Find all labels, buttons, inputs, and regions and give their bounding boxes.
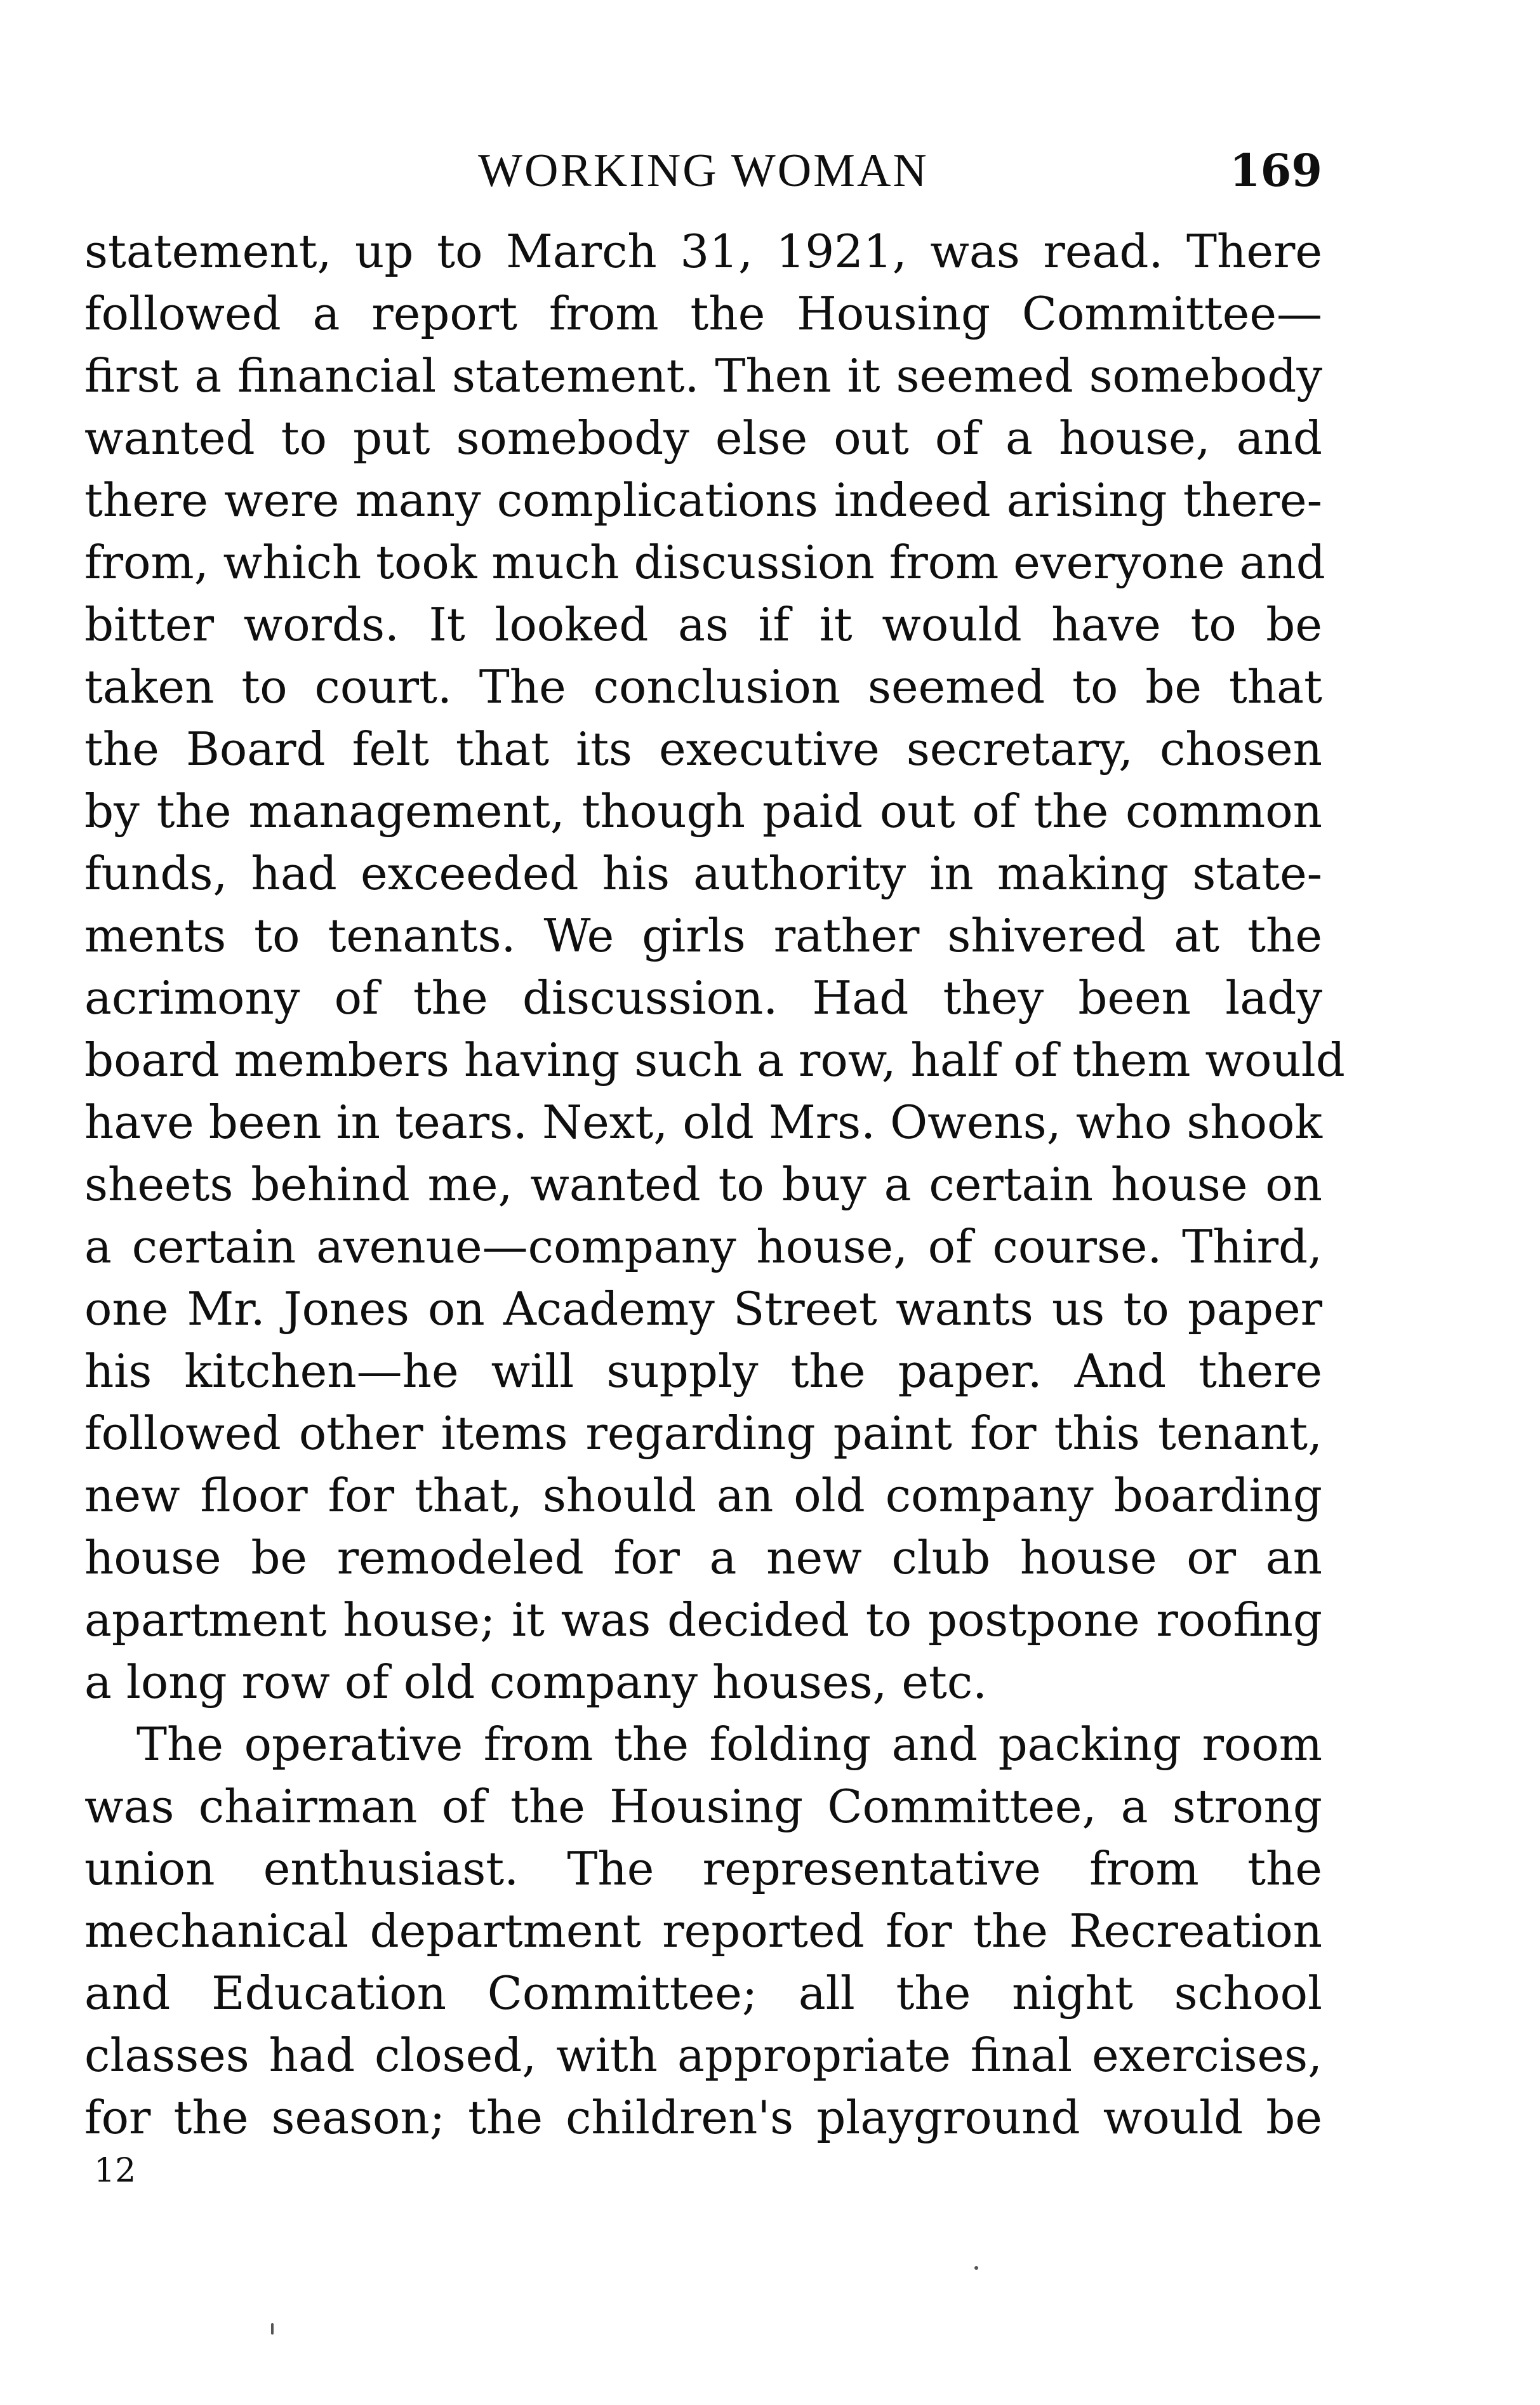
text-line: followed other items regarding paint for this tenant,	[84, 1407, 1322, 1460]
text-line: sheets behind me, wanted to buy a certain house on	[84, 1158, 1322, 1211]
text-line: mechanical department reported for the Recreation	[84, 1904, 1322, 1958]
paragraph-2	[84, 1713, 1322, 2149]
text-line: apartment house; it was decided to postpone roofing	[84, 1593, 1322, 1646]
text-line: the Board felt that its executive secretary, chosen	[84, 722, 1322, 776]
text-line: classes had closed, with appropriate final exercises,	[84, 2029, 1322, 2082]
text-line: have been in tears. Next, old Mrs. Owens, who shook	[84, 1096, 1322, 1149]
text-line: taken to court. The conclusion seemed to be that	[84, 660, 1322, 713]
text-line: bitter words. It looked as if it would have to be	[84, 598, 1322, 651]
print-speck	[271, 2323, 274, 2335]
text-line: was chairman of the Housing Committee, a strong	[84, 1780, 1322, 1833]
text-line: and Education Committee; all the night school	[84, 1966, 1322, 2020]
text-line: by the management, though paid out of the common	[84, 785, 1322, 838]
text-line: one Mr. Jones on Academy Street wants us to paper	[84, 1282, 1322, 1335]
text-line: from, which took much discussion from everyone and	[84, 536, 1325, 589]
text-line: new floor for that, should an old company boarding	[84, 1469, 1322, 1522]
text-line: house be remodeled for a new club house or an	[84, 1531, 1322, 1584]
paragraph-1	[84, 220, 1345, 1713]
print-speck	[974, 2266, 978, 2270]
running-title: WORKING WOMAN	[478, 145, 929, 197]
text-line: a long row of old company houses, etc.	[84, 1655, 988, 1709]
text-line: his kitchen—he will supply the paper. And there	[84, 1344, 1322, 1398]
text-line: wanted to put somebody else out of a house, and	[84, 411, 1322, 465]
text-line: there were many complications indeed arising there-	[84, 474, 1322, 527]
text-line: acrimony of the discussion. Had they been lady	[84, 971, 1322, 1024]
page-number: 169	[1229, 144, 1322, 197]
text-line: for the season; the children's playground would be	[84, 2091, 1322, 2144]
signature-mark: 12	[94, 2152, 136, 2190]
text-line: board members having such a row, half of them would	[84, 1033, 1345, 1087]
text-line: union enthusiast. The representative from the	[84, 1842, 1322, 1895]
page-header	[84, 136, 1322, 206]
text-line: funds, had exceeded his authority in making state-	[84, 847, 1322, 900]
text-line: ments to tenants. We girls rather shivered at the	[84, 909, 1322, 962]
text-line: The operative from the folding and packing room	[136, 1718, 1322, 1771]
text-line: followed a report from the Housing Committee—	[84, 287, 1322, 340]
body-text	[84, 220, 1345, 2149]
text-line: first a financial statement. Then it seemed somebody	[84, 349, 1322, 402]
text-line: statement, up to March 31, 1921, was read. There	[84, 225, 1322, 278]
text-line: a certain avenue—company house, of course. Third,	[84, 1220, 1322, 1273]
